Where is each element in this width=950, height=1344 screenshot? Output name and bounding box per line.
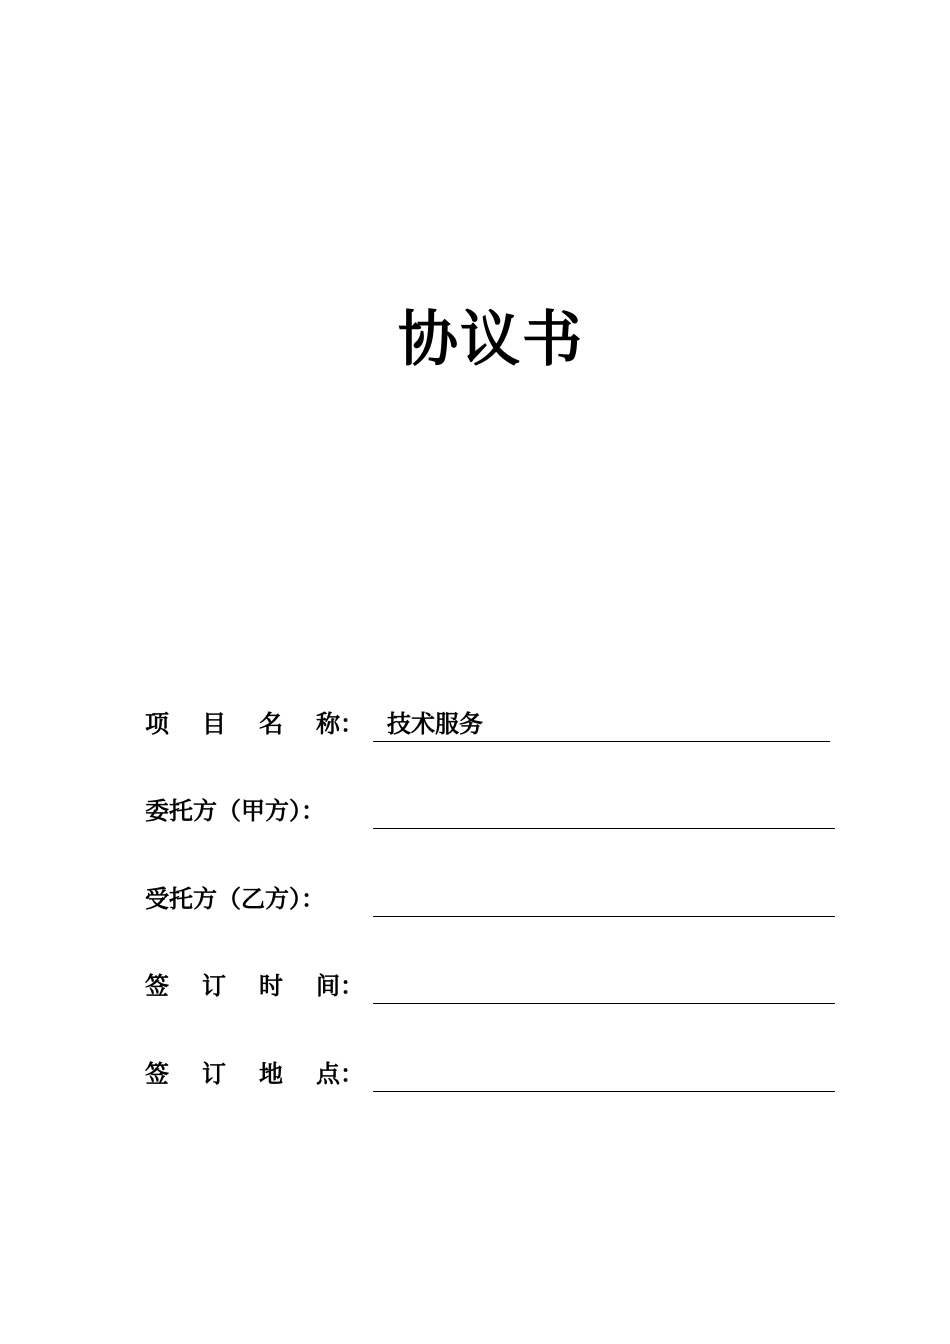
sign-time-line[interactable]	[373, 969, 835, 1004]
sign-time-label-char-4: 间：	[316, 971, 364, 1000]
sign-place-label-char-4: 点：	[316, 1059, 364, 1088]
sign-time-label-char-3: 时	[259, 971, 283, 1000]
sign-place-line[interactable]	[373, 1057, 835, 1092]
sign-place-label-char-1: 签	[145, 1059, 169, 1088]
party-a-label: 委托方（甲方）：	[145, 796, 325, 825]
sign-time-label	[145, 970, 364, 1002]
party-b-row	[145, 877, 835, 917]
project-name-label	[145, 708, 364, 740]
project-name-line[interactable]	[373, 707, 830, 742]
party-a-line[interactable]	[373, 794, 835, 829]
sign-place-label	[145, 1058, 364, 1090]
project-name-label-char-2: 目	[202, 709, 226, 738]
project-name-label-char-1: 项	[145, 709, 169, 738]
project-name-value: 技术服务	[387, 709, 483, 738]
sign-time-label-char-1: 签	[145, 971, 169, 1000]
party-a-row	[145, 789, 835, 829]
sign-time-label-char-2: 订	[202, 971, 226, 1000]
document-title: 协议书	[398, 305, 584, 375]
project-name-label-char-4: 称：	[316, 709, 364, 738]
party-b-line[interactable]	[373, 882, 835, 917]
party-b-label: 受托方（乙方）：	[145, 884, 325, 913]
sign-place-label-char-3: 地	[259, 1059, 283, 1088]
project-name-label-char-3: 名	[259, 709, 283, 738]
sign-time-row	[145, 964, 835, 1004]
project-name-row	[145, 702, 835, 742]
sign-place-label-char-2: 订	[202, 1059, 226, 1088]
sign-place-row	[145, 1052, 835, 1092]
